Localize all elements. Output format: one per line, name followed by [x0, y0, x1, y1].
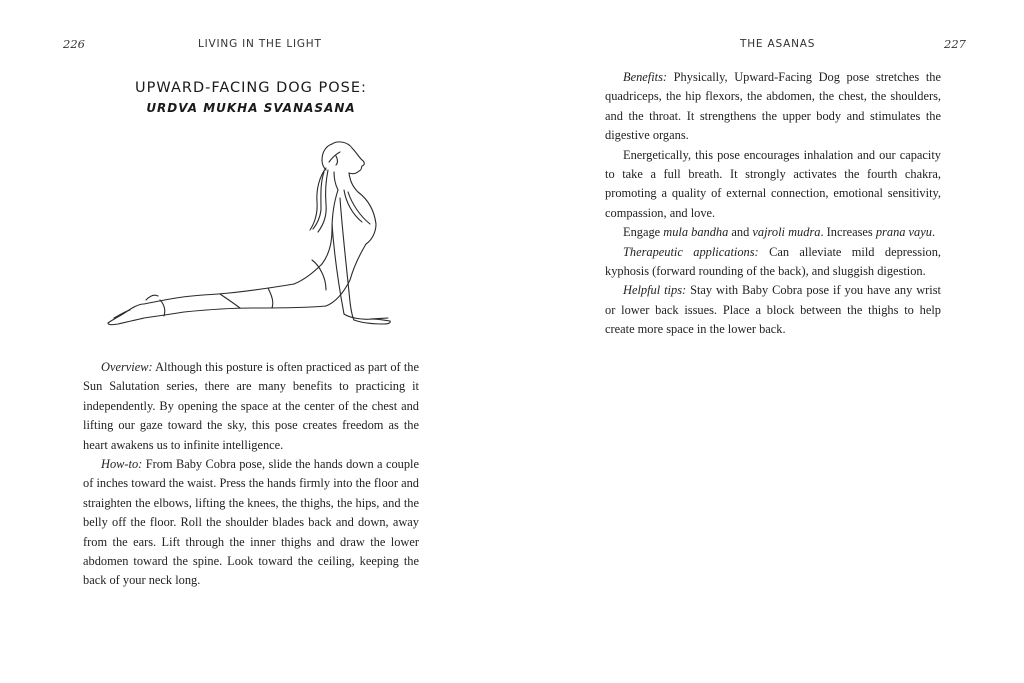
how-to-paragraph: [83, 455, 419, 591]
therapeutic-label: Therapeutic applications:: [623, 244, 759, 259]
engage-text-a: Engage: [623, 225, 664, 240]
engage-paragraph: [605, 223, 941, 242]
overview-label: Overview:: [101, 360, 153, 374]
overview-text: Although this posture is often practiced as part of the Sun Salutation series, there are many benefits to practicing it independently. By opening the space at the center of the chest and lifting our gaze toward the sky, this pose creates freedom as the heart awakens us to infinite intelligence.: [83, 360, 419, 452]
helpful-tips-text: Stay with Baby Cobra pose if you have any wrist or lower back issues. Place a block between the thighs to help create more space in the lower back.: [605, 283, 941, 337]
left-body-text: [83, 358, 419, 591]
running-head-left: LIVING IN THE LIGHT: [198, 38, 322, 50]
benefits-label: Benefits:: [623, 70, 668, 84]
engage-text-e: . Increases: [820, 225, 876, 240]
benefits-paragraph: [605, 68, 941, 146]
yoga-pose-illustration: [100, 132, 400, 332]
overview-paragraph: [83, 358, 419, 455]
page-number-left: 226: [63, 37, 85, 51]
page-number-right: 227: [944, 37, 966, 51]
pose-sanskrit-title: URDVA MUKHA SVANASANA: [146, 101, 356, 115]
mula-bandha-term: mula bandha: [663, 225, 729, 240]
helpful-tips-paragraph: [605, 281, 941, 339]
pose-title-block: [84, 79, 418, 118]
engage-text-g: .: [931, 225, 936, 240]
benefits-text: Physically, Upward-Facing Dog pose stretches the quadriceps, the hip flexors, the abdomen, the chest, the shoulders, and the throat. It strengthens the upper body and stimulates the digestive organs.: [605, 70, 941, 143]
right-body-text: [605, 68, 941, 340]
running-head-right: THE ASANAS: [740, 38, 816, 50]
therapeutic-text: Can alleviate mild depression, kyphosis (forward rounding of the back), and sluggish digestion.: [605, 244, 941, 279]
energetically-paragraph: Energetically, this pose encourages inhalation and our capacity to take a full breath. It strongly activates the fourth chakra, promoting a quality of external connection, emotional sensitivity, compassion, and love.: [605, 147, 941, 220]
prana-vayu-term: prana vayu: [875, 225, 932, 240]
vajroli-mudra-term: vajroli mudra: [752, 225, 821, 240]
how-to-text: From Baby Cobra pose, slide the hands down a couple of inches toward the waist. Press the hands firmly into the floor and straighten the elbows, lifting the knees, the thighs, the hips, and the belly off the floor. Roll the shoulder blades back and down, away from the ears. Lift through the inner thighs and draw the lower abdomen toward the spine. Look toward the ceiling, keeping the back of your neck long.: [83, 457, 419, 588]
therapeutic-paragraph: [605, 243, 941, 282]
helpful-tips-label: Helpful tips:: [623, 283, 687, 298]
engage-text-c: and: [728, 225, 753, 240]
how-to-label: How-to:: [101, 457, 143, 472]
pose-title: UPWARD-FACING DOG POSE:: [135, 80, 367, 96]
